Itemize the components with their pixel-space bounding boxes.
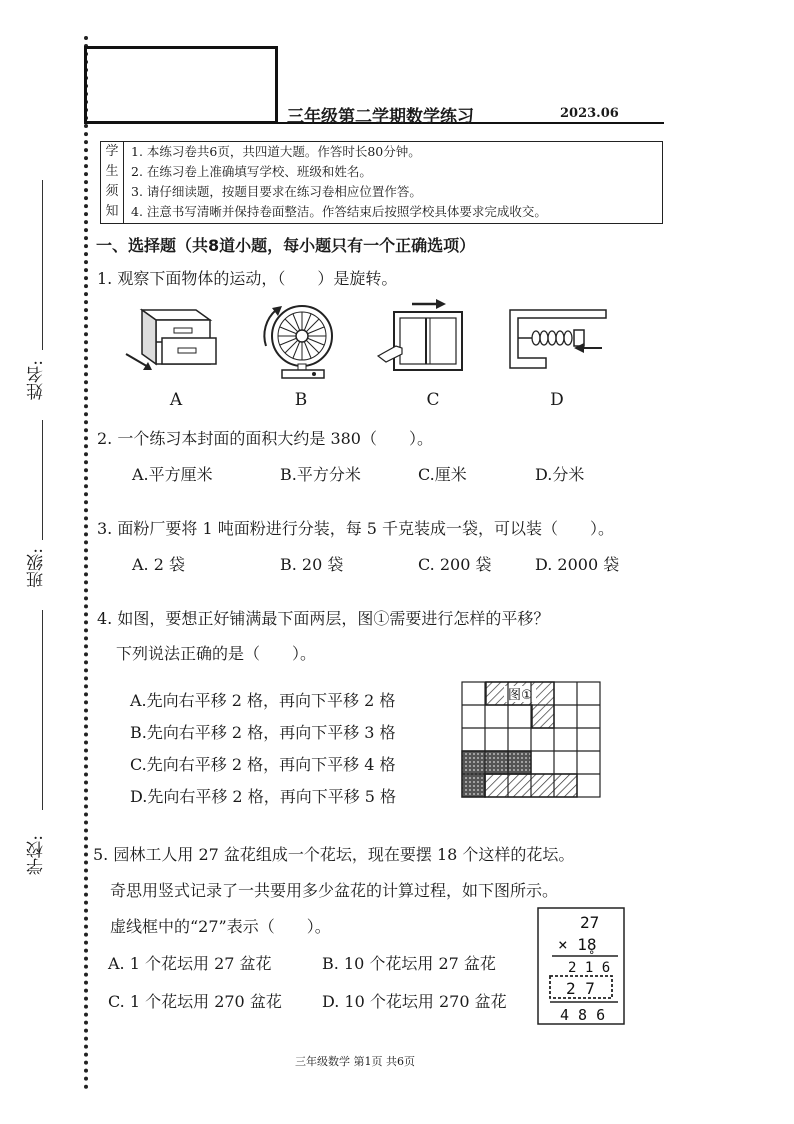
q3-option-b: B. 20 袋	[280, 555, 344, 574]
q3-text: 3. 面粉厂要将 1 吨面粉进行分装，每 5 千克装成一袋，可以装（ ）。	[97, 519, 615, 538]
notice-item: 1. 本练习卷共6页，共四道大题。作答时长80分钟。	[131, 144, 421, 159]
page-title: 三年级第二学期数学练习	[287, 107, 474, 127]
q4-option-b: B.先向右平移 2 格，再向下平移 3 格	[130, 723, 396, 742]
drawer-cabinet-figure	[118, 300, 228, 380]
sliding-window-figure	[376, 296, 476, 382]
q5-subtext-1: 奇思用竖式记录了一共要用多少盆花的计算过程，如下图所示。	[110, 881, 559, 900]
calc-result: 4 8 6	[560, 1006, 606, 1024]
q3-option-a: A. 2 袋	[132, 555, 185, 574]
notice-head-char: 学	[105, 144, 119, 159]
notice-items	[131, 142, 547, 222]
q3-option-d: D. 2000 袋	[535, 555, 620, 574]
q4-option-d: D.先向右平移 2 格，再向下平移 5 格	[130, 787, 397, 806]
calc-partial-2: 2 7	[566, 979, 595, 998]
name-write-line-lower	[42, 420, 43, 540]
q2-option-c: C.厘米	[418, 465, 467, 484]
notice-head-char: 生	[105, 164, 119, 179]
figure-1-label: 图①	[508, 688, 533, 703]
q2-option-b: B.平方分米	[280, 465, 361, 484]
q4-option-a: A.先向右平移 2 格，再向下平移 2 格	[130, 691, 396, 710]
q1-label-a: A	[169, 390, 183, 410]
notice-heading	[101, 142, 124, 223]
notice-head-char: 知	[105, 204, 119, 219]
q5-option-a: A. 1 个花坛用 27 盆花	[108, 954, 272, 973]
spring-figure	[506, 306, 610, 376]
score-box	[84, 46, 278, 124]
q4-subtext: 下列说法正确的是（ ）。	[116, 644, 317, 663]
class-write-line	[42, 610, 43, 810]
notice-head-char: 须	[105, 184, 119, 199]
notice-item: 4. 注意书写清晰并保持卷面整洁。作答结束后按照学校具体要求完成收交。	[131, 204, 547, 219]
class-label: 班级:	[27, 548, 47, 588]
exam-date: 2023.06	[560, 106, 619, 121]
q1-text: 1. 观察下面物体的运动，（ ）是旋转。	[97, 269, 398, 288]
calc-multiplier: × 1̥8	[558, 935, 597, 954]
notice-item: 2. 在练习卷上准确填写学校、班级和姓名。	[131, 164, 372, 179]
q5-option-b: B. 10 个花坛用 27 盆花	[322, 954, 496, 973]
q2-text: 2. 一个练习本封面的面积大约是 380（ ）。	[97, 429, 433, 448]
q2-option-a: A.平方厘米	[132, 465, 213, 484]
fan-figure	[252, 300, 352, 382]
calc-multiplicand: 27	[580, 913, 600, 932]
q5-text: 5. 园林工人用 27 盆花组成一个花坛，现在要摆 18 个这样的花坛。	[93, 845, 575, 864]
q1-label-c: C	[426, 390, 440, 410]
q5-option-d: D. 10 个花坛用 270 盆花	[322, 992, 507, 1011]
q1-label-b: B	[294, 390, 308, 410]
q2-option-d: D.分米	[535, 465, 585, 484]
school-label: 学校:	[27, 835, 47, 875]
binding-dotted-line	[84, 36, 88, 1090]
notice-item: 3. 请仔细读题，按题目要求在练习卷相应位置作答。	[131, 184, 422, 199]
section-title: 一、选择题（共8道小题，每小题只有一个正确选项）	[96, 236, 476, 255]
q1-label-d: D	[550, 390, 564, 410]
q4-grid-figure	[460, 680, 606, 804]
q5-option-c: C. 1 个花坛用 270 盆花	[108, 992, 282, 1011]
q5-vertical-calc	[536, 906, 628, 1028]
name-label: 姓名:	[27, 360, 47, 400]
q5-subtext-2: 虚线框中的“27”表示（ ）。	[110, 917, 331, 936]
calc-partial-1: 2 1 6	[568, 960, 611, 976]
q4-text: 4. 如图，要想正好铺满最下面两层，图①需要进行怎样的平移？	[97, 609, 550, 628]
q3-option-c: C. 200 袋	[418, 555, 492, 574]
notice-box	[100, 141, 663, 224]
page-footer: 三年级数学 第1页 共6页	[295, 1055, 415, 1068]
q4-option-c: C.先向右平移 2 格，再向下平移 4 格	[130, 755, 396, 774]
name-write-line	[42, 180, 43, 350]
